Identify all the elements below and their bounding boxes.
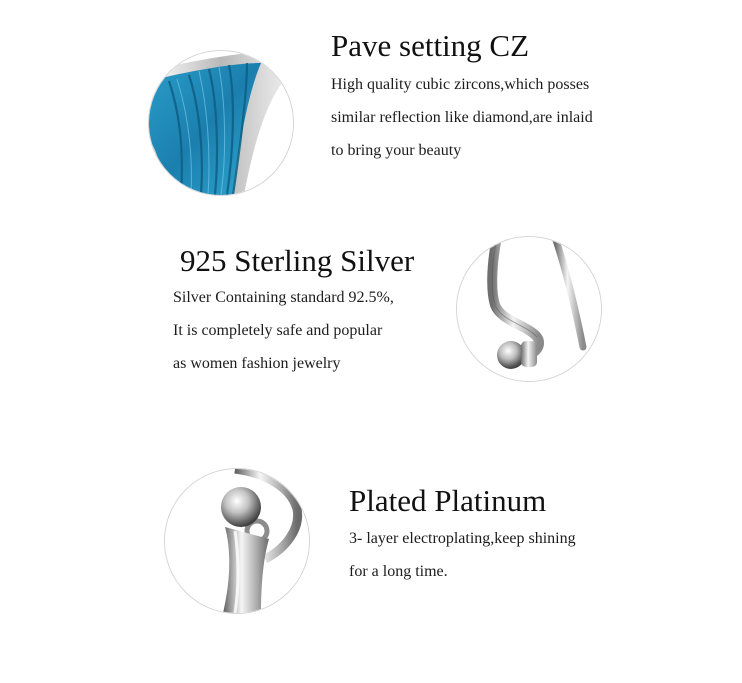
feature-title-plated-platinum: Plated Platinum [349, 483, 547, 518]
description-line: 3- layer electroplating,keep shining [349, 530, 576, 547]
silver-hook-detail [457, 237, 601, 381]
feature-description-pave-setting [331, 68, 593, 167]
feature-title-pave-setting: Pave setting CZ [331, 28, 530, 63]
description-line: as women fashion jewelry [173, 355, 341, 372]
blue-enamel-wing-detail [149, 51, 293, 195]
pave-setting-image [148, 50, 294, 196]
silver-ball-clasp-detail [165, 469, 309, 613]
feature-description-plated-platinum [349, 522, 576, 588]
sterling-silver-image [456, 236, 602, 382]
feature-description-sterling-silver [173, 281, 394, 380]
plated-platinum-image [164, 468, 310, 614]
description-line: for a long time. [349, 563, 448, 580]
description-line: similar reflection like diamond,are inlaid [331, 109, 593, 126]
description-line: to bring your beauty [331, 142, 462, 159]
description-line: Silver Containing standard 92.5%, [173, 289, 394, 306]
description-line: High quality cubic zircons,which posses [331, 76, 590, 93]
feature-title-sterling-silver: 925 Sterling Silver [180, 243, 415, 278]
description-line: It is completely safe and popular [173, 322, 383, 339]
